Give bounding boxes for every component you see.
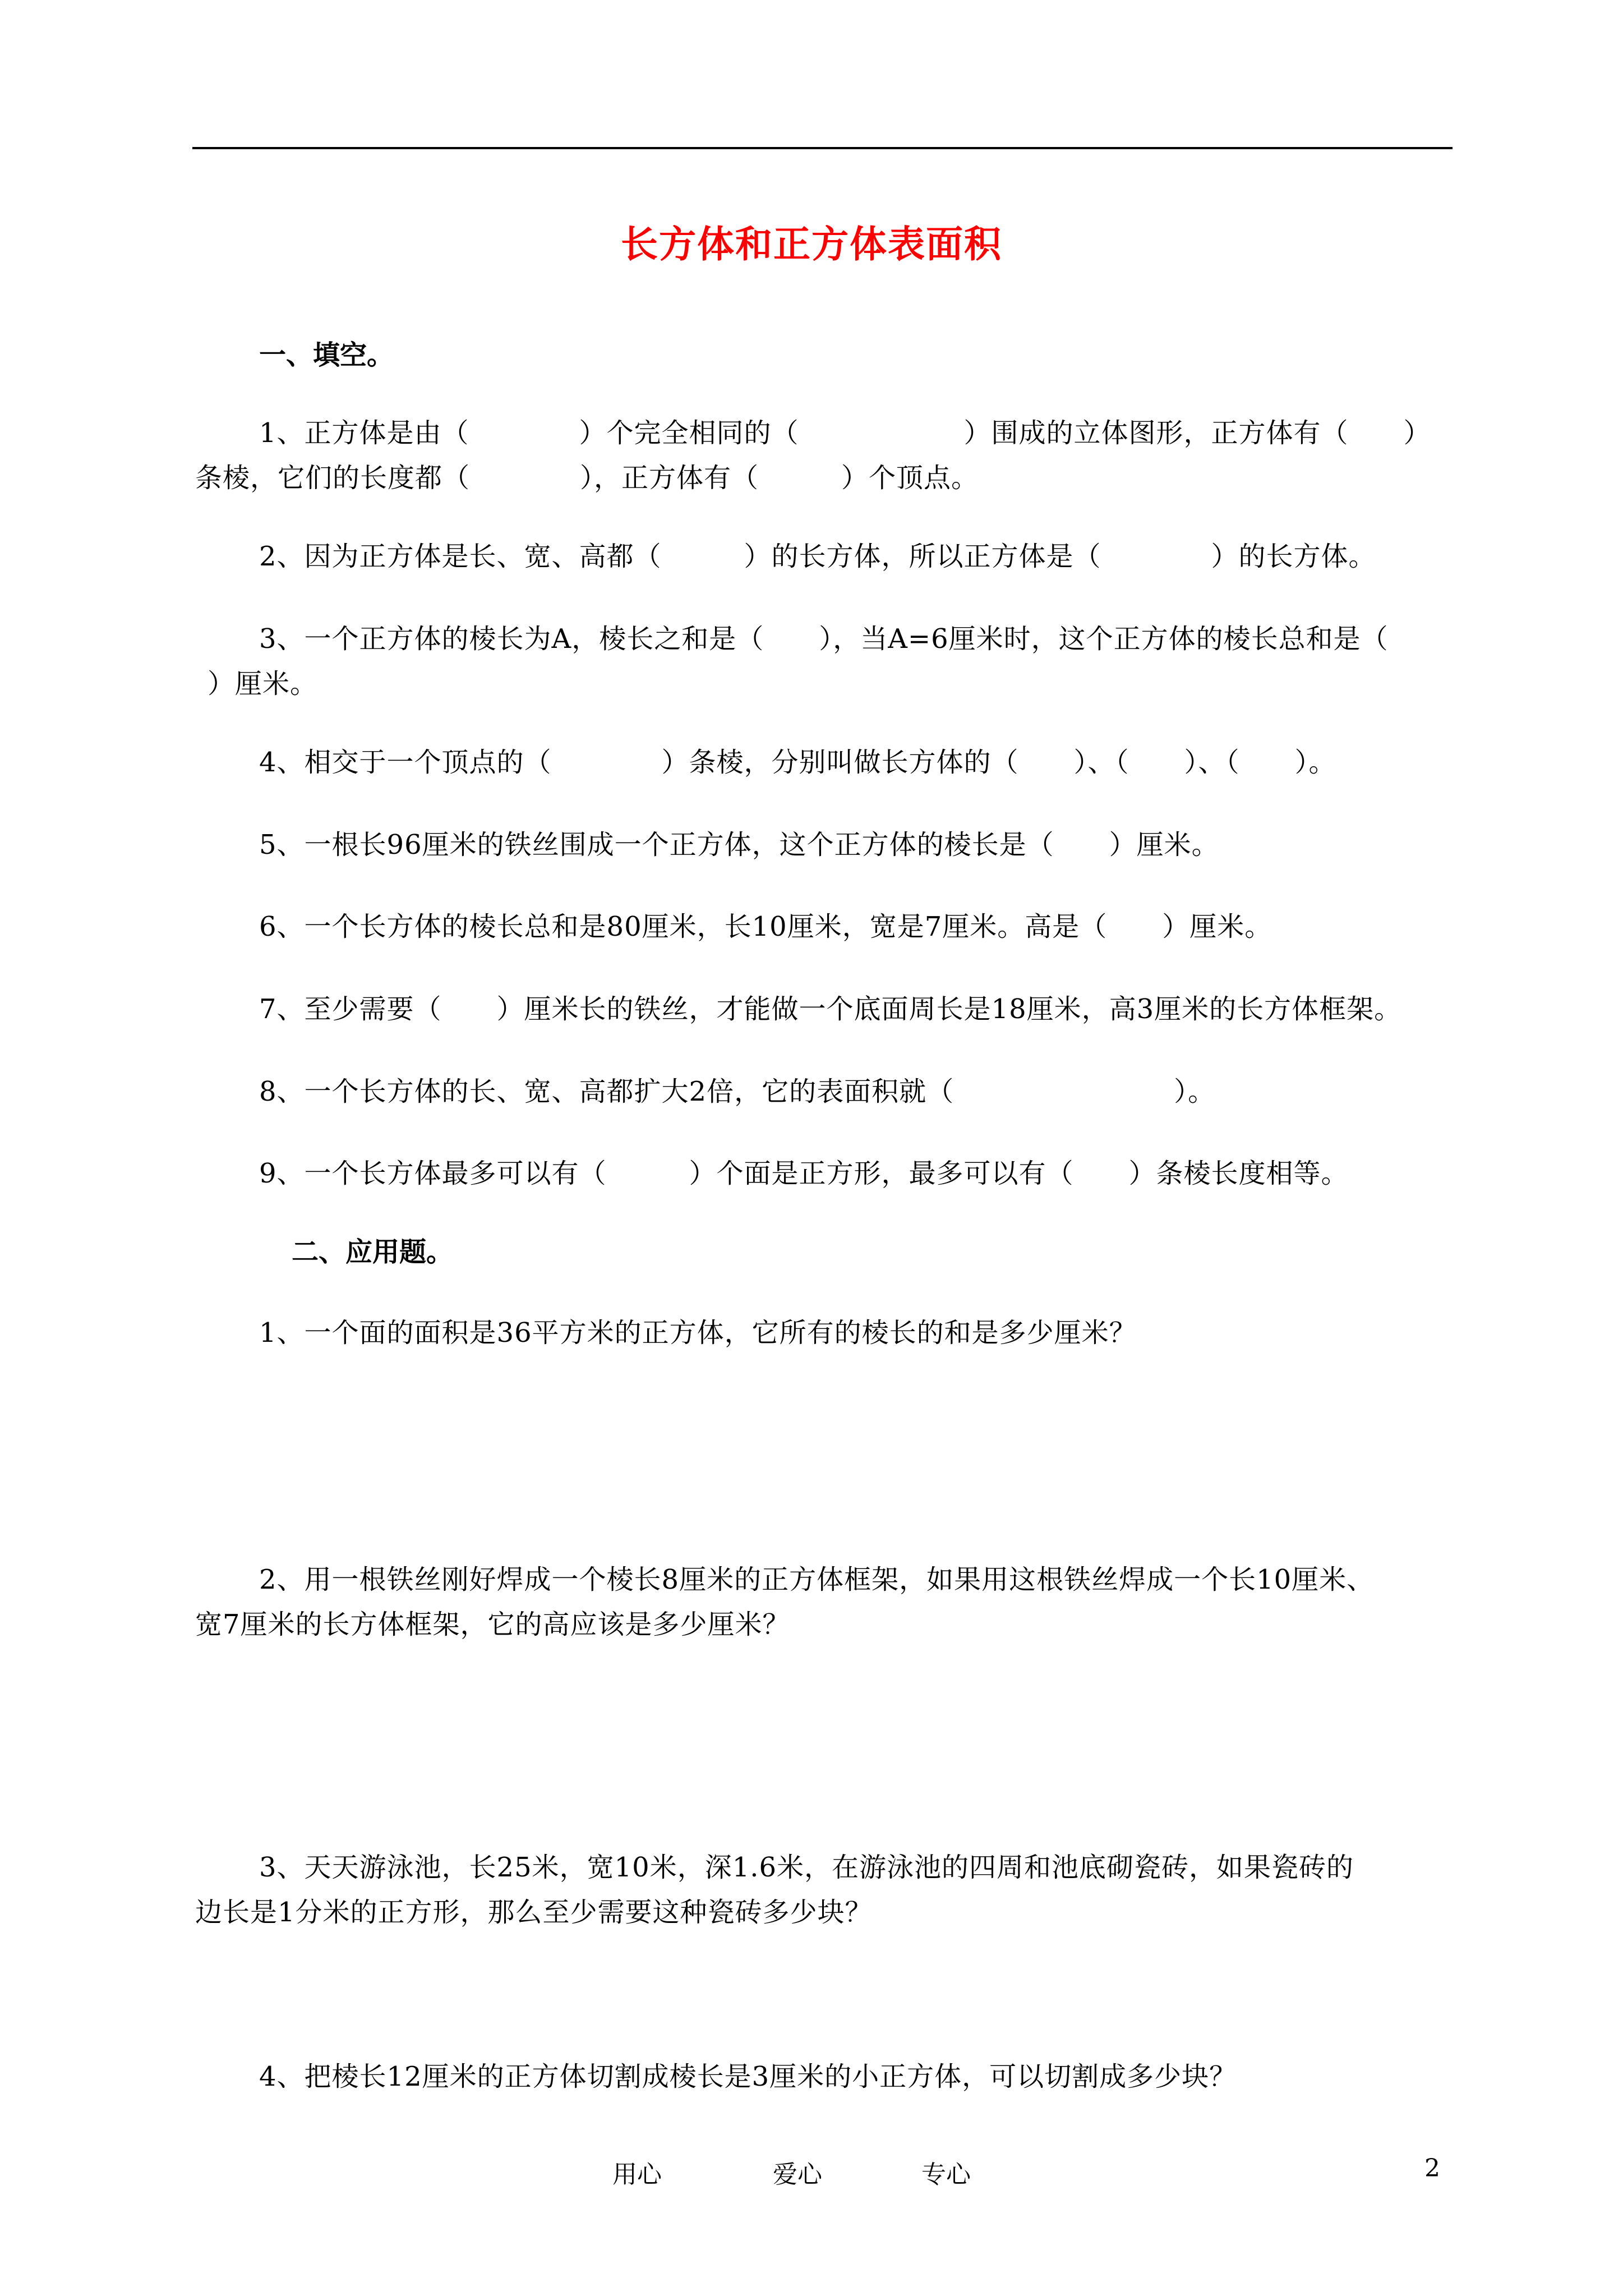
problem-line: 3、天天游泳池，长25米，宽10米，深1.6米，在游泳池的四周和池底砌瓷砖，如果瓷砖的 <box>259 1852 1354 1883</box>
page-number: 2 <box>1424 2154 1440 2183</box>
section-heading-application: 二、应用题。 <box>292 1236 454 1268</box>
section-heading-fill-blanks: 一、填空。 <box>259 339 394 371</box>
problem-line: 1、一个面的面积是36平方米的正方体，它所有的棱长的和是多少厘米？ <box>259 1317 1137 1349</box>
question-line: 4、相交于一个顶点的（ ）条棱，分别叫做长方体的（ ）、（ ）、（ ）。 <box>259 747 1336 778</box>
question-line: 5、一根长96厘米的铁丝围成一个正方体，这个正方体的棱长是（ ）厘米。 <box>259 829 1219 861</box>
problem-line: 4、把棱长12厘米的正方体切割成棱长是3厘米的小正方体，可以切割成多少块？ <box>259 2061 1237 2092</box>
problem-line: 宽7厘米的长方体框架，它的高应该是多少厘米？ <box>195 1609 790 1640</box>
footer-text: 用心 <box>612 2160 662 2189</box>
question-line: 1、正方体是由（ ）个完全相同的（ ）围成的立体图形，正方体有（ ） <box>259 417 1431 449</box>
header-rule <box>192 147 1453 149</box>
question-line: 8、一个长方体的长、宽、高都扩大2倍，它的表面积就（ ）。 <box>259 1076 1216 1107</box>
problem-line: 2、用一根铁丝刚好焊成一个棱长8厘米的正方体框架，如果用这根铁丝焊成一个长10厘米、 <box>259 1564 1375 1595</box>
footer-text: 爱心 <box>773 2160 822 2189</box>
question-line: 3、一个正方体的棱长为A，棱长之和是（ ），当A=6厘米时，这个正方体的棱长总和是（ <box>259 623 1389 655</box>
question-line: 7、至少需要（ ）厘米长的铁丝，才能做一个底面周长是18厘米，高3厘米的长方体框架。 <box>259 993 1402 1025</box>
footer-text: 专心 <box>921 2160 971 2189</box>
question-line: 9、一个长方体最多可以有（ ）个面是正方形，最多可以有（ ）条棱长度相等。 <box>259 1158 1349 1189</box>
question-line: 6、一个长方体的棱长总和是80厘米，长10厘米，宽是7厘米。高是（ ）厘米。 <box>259 911 1272 942</box>
problem-line: 边长是1分米的正方形，那么至少需要这种瓷砖多少块？ <box>195 1897 873 1928</box>
question-line: 条棱，它们的长度都（ ），正方体有（ ）个顶点。 <box>195 462 979 494</box>
question-line: ）厘米。 <box>208 668 318 700</box>
question-line: 2、因为正方体是长、宽、高都（ ）的长方体，所以正方体是（ ）的长方体。 <box>259 541 1376 572</box>
page-title: 长方体和正方体表面积 <box>621 222 1002 266</box>
